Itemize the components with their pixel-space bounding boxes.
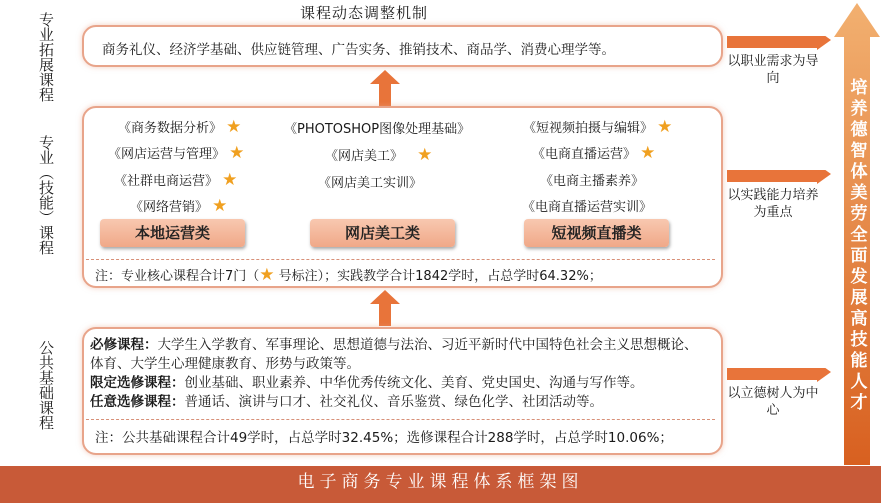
course-item: 《网店美工》 ★ bbox=[325, 145, 433, 165]
professional-note: 注：专业核心课程合计7门（★ 号标注）；实践教学合计1842学时，占总学时64.32%； bbox=[95, 265, 602, 285]
course-item: 《短视频拍摄与编辑》 ★ bbox=[523, 117, 673, 137]
right-arrow-career: 以职业需求为导向 bbox=[727, 36, 831, 96]
public-courses-text bbox=[90, 336, 710, 412]
star-icon: ★ bbox=[226, 117, 242, 137]
star-icon: ★ bbox=[229, 143, 245, 163]
course-item: 《网络营销》 ★ bbox=[130, 196, 228, 216]
divider bbox=[86, 259, 715, 260]
course-item: 《网店运营与管理》 ★ bbox=[108, 143, 245, 163]
footer-title: 电子商务专业课程体系框架图 bbox=[0, 466, 881, 503]
course-item: 《商务数据分析》 ★ bbox=[118, 117, 242, 137]
label-public-courses: 公共基础课程 bbox=[37, 340, 55, 430]
course-item: 《社群电商运营》 ★ bbox=[114, 170, 238, 190]
course-item: 《PHOTOSHOP图像处理基础》 bbox=[284, 122, 471, 137]
dynamic-adjustment-title: 课程动态调整机制 bbox=[300, 4, 429, 22]
star-icon: ★ bbox=[640, 143, 656, 163]
optional-elective-courses: 任意选修课程：普通话、演讲与口才、社交礼仪、音乐鉴赏、绿色化学、社团活动等。 bbox=[90, 394, 603, 410]
category-shop-design: 网店美工类 bbox=[310, 219, 455, 247]
required-courses: 必修课程：大学生入学教育、军事理论、思想道德与法治、习近平新时代中国特色社会主义思想概论、体育、大学生心理健康教育、形势与政策等。 bbox=[90, 337, 698, 372]
up-arrow-1 bbox=[370, 70, 400, 106]
course-item: 《电商直播运营》 ★ bbox=[532, 143, 656, 163]
label-professional-courses: 专业（技能）课程 bbox=[37, 135, 55, 255]
up-arrow-2 bbox=[370, 290, 400, 326]
limited-elective-courses: 限定选修课程：创业基础、职业素养、中华优秀传统文化、美育、党史国史、沟通与写作等。 bbox=[90, 375, 644, 391]
star-icon: ★ bbox=[657, 117, 673, 137]
right-arrow-morality: 以立德树人为中心 bbox=[727, 368, 831, 428]
course-item: 《电商直播运营实训》 bbox=[522, 200, 653, 215]
course-item: 《网店美工实训》 bbox=[318, 176, 423, 191]
extension-courses-text: 商务礼仪、经济学基础、供应链管理、广告实务、推销技术、商品学、消费心理学等。 bbox=[102, 42, 615, 58]
public-note: 注：公共基础课程合计49学时，占总学时32.45%；选修课程合计288学时，占总学时10.06%； bbox=[95, 430, 673, 446]
right-arrow-practice: 以实践能力培养为重点 bbox=[727, 170, 831, 230]
star-icon: ★ bbox=[222, 170, 238, 190]
divider bbox=[86, 419, 715, 420]
star-icon: ★ bbox=[212, 196, 228, 216]
category-local-operation: 本地运营类 bbox=[100, 219, 245, 247]
big-arrow-text: 培养德智体美劳全面发展高技能人才 bbox=[850, 78, 868, 413]
course-item: 《电商主播素养》 bbox=[540, 174, 645, 189]
star-icon: ★ bbox=[259, 265, 275, 285]
label-extension-courses: 专业拓展课程 bbox=[37, 12, 55, 102]
category-short-video-live: 短视频直播类 bbox=[524, 219, 669, 247]
star-icon: ★ bbox=[417, 145, 433, 165]
